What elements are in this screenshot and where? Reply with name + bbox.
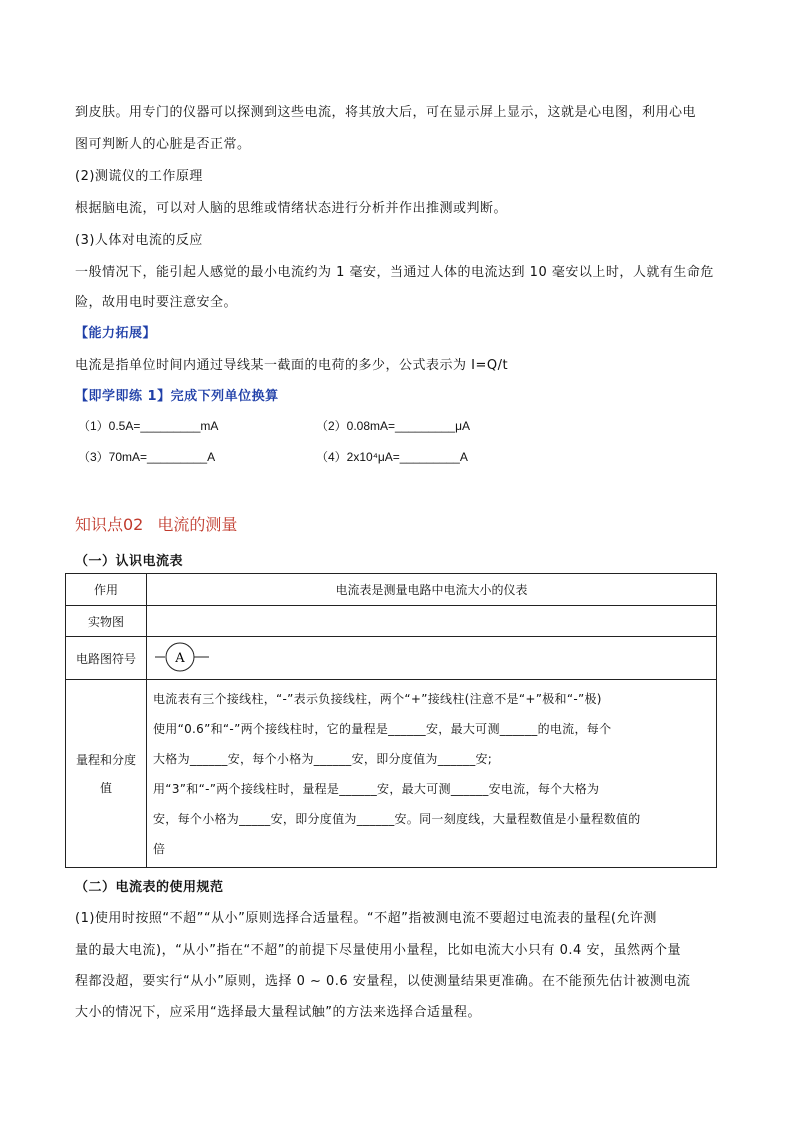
intro-line-1: 到皮肤。用专门的仪器可以探测到这些电流，将其放大后，可在显示屏上显示，这就是心电图，利用心电 xyxy=(75,105,697,120)
exercise-item-2: （2）0.08mA=_________μA xyxy=(316,419,471,433)
range-label-line-1: 量程和分度 xyxy=(75,752,136,767)
extension-heading: 【能力拓展】 xyxy=(75,326,157,341)
table-label-function: 作用 xyxy=(66,574,147,606)
usage-rule-line: 程都没超，要实行“从小”原则，选择 0 ~ 0.6 安量程，以使测量结果更准确。在不能预先估计被测电流 xyxy=(75,974,691,989)
subheading-lie-detector: (2)测谎仪的工作原理 xyxy=(75,169,203,184)
range-text-line: 使用“0.6”和“-”两个接线柱时，它的量程是______安，最大可测______的电流，每个 xyxy=(153,721,612,736)
table-content-function: 电流表是测量电路中电流大小的仪表 xyxy=(147,574,717,606)
body-reaction-line-2: 险，故用电时要注意安全。 xyxy=(75,295,238,310)
range-text-line: 安，每个小格为_____安，即分度值为______安。同一刻度线，大量程数值是小量程数值的 xyxy=(153,811,641,826)
lie-detector-text: 根据脑电流，可以对人脑的思维或情绪状态进行分析并作出推测或判断。 xyxy=(75,201,508,216)
knowledge-point-heading xyxy=(75,512,251,535)
range-text-line: 大格为______安，每个小格为______安，即分度值为______安; xyxy=(153,751,493,766)
table-label-photo: 实物图 xyxy=(66,606,147,637)
exercise-item-1: （1）0.5A=_________mA xyxy=(78,419,219,433)
exercise-heading: 【即学即练 1】完成下列单位换算 xyxy=(75,389,279,404)
ammeter-table xyxy=(65,573,717,868)
range-text-line: 倍 xyxy=(153,841,166,856)
range-text-line: 电流表有三个接线柱，“-”表示负接线柱，两个“+”接线柱(注意不是“+”极和“-”极) xyxy=(153,691,602,706)
range-text-line: 用“3”和“-”两个接线柱时，量程是______安，最大可测______安电流，每个大格为 xyxy=(153,781,600,796)
ammeter-symbol-letter: A xyxy=(175,650,185,666)
body-reaction-line-1: 一般情况下，能引起人感觉的最小电流约为 1 毫安，当通过人体的电流达到 10 毫安以上时，人就有生命危 xyxy=(75,265,714,280)
table-label-symbol: 电路图符号 xyxy=(66,637,147,680)
table-content-photo xyxy=(147,606,717,637)
extension-text: 电流是指单位时间内通过导线某一截面的电荷的多少，公式表示为 I=Q/t xyxy=(75,358,509,373)
knowledge-point-title: 电流的测量 xyxy=(157,515,238,534)
table-label-range xyxy=(66,680,147,868)
exercise-item-4: （4）2x10⁴μA=_________A xyxy=(316,450,468,464)
subheading-body-reaction: (3)人体对电流的反应 xyxy=(75,233,203,248)
section1-heading: （一）认识电流表 xyxy=(75,554,184,569)
range-label-line-2: 值 xyxy=(99,780,112,795)
exercise-item-3: （3）70mA=_________A xyxy=(78,450,216,464)
usage-rule-line: (1)使用时按照“不超”“从小”原则选择合适量程。“不超”指被测电流不要超过电流表的量程(允许测 xyxy=(75,911,657,926)
table-content-symbol xyxy=(147,637,717,680)
knowledge-point-number: 知识点02 xyxy=(75,515,144,534)
usage-rule-line: 量的最大电流)，“从小”指在“不超”的前提下尽量使用小量程，比如电流大小只有 0.4 安，虽然两个量 xyxy=(75,943,681,958)
section2-heading: （二）电流表的使用规范 xyxy=(75,880,224,895)
ammeter-symbol-icon xyxy=(153,642,213,672)
table-content-range xyxy=(147,680,717,868)
usage-rule-line: 大小的情况下，应采用“选择最大量程试触”的方法来选择合适量程。 xyxy=(75,1005,481,1020)
intro-line-2: 图可判断人的心脏是否正常。 xyxy=(75,137,251,152)
